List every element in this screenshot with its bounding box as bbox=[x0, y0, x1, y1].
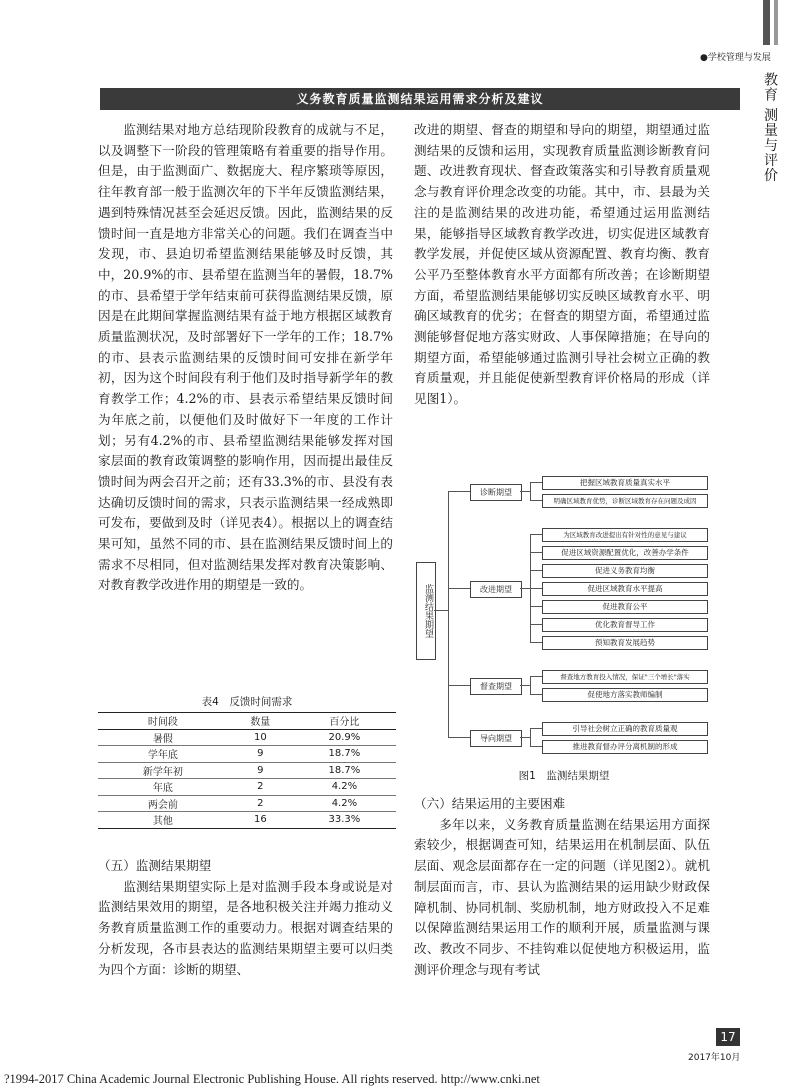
diagram-leaf-box: 促进义务教育均衡 bbox=[542, 564, 708, 578]
table-cell: 9 bbox=[228, 762, 293, 779]
figure-caption: 图1 监测结果期望 bbox=[518, 770, 610, 782]
paragraph: 监测结果期望实际上是对监测手段本身或说是对监测结果效用的期望，是各地积极关注并竭力推动义务教育质量监测工作的重要动力。根据对调查结果的分析发现，各市县表达的监测结果期望主要可以归类为四个方面：诊断的期望、 bbox=[98, 878, 393, 977]
connector-line bbox=[530, 606, 542, 607]
connector-line bbox=[448, 588, 470, 589]
connector-line bbox=[448, 685, 470, 686]
table-row bbox=[98, 812, 396, 829]
table-cell: 9 bbox=[228, 746, 293, 763]
diagram-group-box: 改进期望 bbox=[470, 581, 522, 598]
table-row bbox=[98, 795, 396, 812]
connector-line bbox=[530, 676, 542, 677]
connector-line bbox=[530, 500, 542, 501]
diagram-group-box: 诊断期望 bbox=[470, 484, 522, 501]
connector-line bbox=[520, 737, 530, 738]
table-cell: 两会前 bbox=[98, 795, 228, 812]
table-cell: 年底 bbox=[98, 779, 228, 796]
diagram-leaf-box: 把握区域教育质量真实水平 bbox=[542, 476, 708, 490]
connector-line bbox=[530, 482, 531, 501]
connector-line bbox=[530, 746, 542, 747]
diagram-leaf-box: 促进教育公平 bbox=[542, 600, 708, 614]
diagram-leaf-box: 促进区域教育水平提高 bbox=[542, 582, 708, 596]
table-cell: 2 bbox=[228, 795, 293, 812]
table-cell: 4.2% bbox=[293, 779, 396, 796]
table-cell: 2 bbox=[228, 779, 293, 796]
diagram-leaf-box: 优化教育督导工作 bbox=[542, 618, 708, 632]
paragraph: 改进的期望、督查的期望和导向的期望，期望通过监测结果的反馈和运用，实现教育质量监测诊断教育问题、改进教育现状、督查政策落实和引导教育质量观念与教育评价理念改变的功能。其中，市、县最为关注的是监测结果的改进功能，希望通过运用监测结果，能够指导区域教育教学改进，切实促进区域教育教学发展，并促使区域从资源配置、教育均衡、教育公平乃至整体教育水平方面都有所改善；在诊断期望方面，希望监测结果能够切实反映区域教育水平、明确区域教育的优劣；在督查的期望方面，希望通过监测能够督促地方落实财政、人事保障措施；在导向的期望方面，希望能够通过监测引导社会树立正确的教育质量观，并且能促使新型教育评价格局的形成（详见图1）。 bbox=[414, 122, 710, 407]
table-header-cell: 时间段 bbox=[98, 713, 228, 730]
diagram-group-box: 导向期望 bbox=[470, 730, 522, 747]
connector-line bbox=[530, 552, 542, 553]
connector-line bbox=[520, 588, 530, 589]
connector-line bbox=[530, 570, 542, 571]
right-column-lower bbox=[414, 794, 710, 980]
connector-line bbox=[530, 728, 542, 729]
table-4 bbox=[98, 712, 396, 829]
table-row bbox=[98, 746, 396, 763]
table-cell: 新学年初 bbox=[98, 762, 228, 779]
connector-line bbox=[530, 624, 542, 625]
table-cell: 暑假 bbox=[98, 729, 228, 746]
table-cell: 其他 bbox=[98, 812, 228, 829]
paragraph: 监测结果对地方总结现阶段教育的成就与不足，以及调整下一阶段的管理策略有着重要的指导作用。但是，由于监测面广、数据庞大、程序繁琐等原因，往年教育部一般于监测次年的下半年反馈监测结果，遇到特殊情况甚至会延迟反馈。因此，监测结果的反馈时间一直是地方非常关心的问题。我们在调查当中发现，市、县迫切希望监测结果能够及时反馈，其中，20.9%的市、县希望在监测当年的暑假，18.7%的市、县希望于学年结束前可获得监测结果反馈，原因是在此期间掌握监测结果有益于地方根据区域教育质量监测状况，及时部署好下一学年的工作；18.7%的市、县表示监测结果的反馈时间可安排在新学年初，因为这个时间段有利于他们及时指导新学年的教育教学工作；4.2%的市、县表示希望结果反馈时间为年底之前，以便他们及时做好下一年度的工作计划；另有4.2%的市、县希望监测结果能够发挥对国家层面的教育政策调整的影响作用，因而提出最佳反馈时间为两会召开之前；还有33.3%的市、县没有表达确切反馈时间的需求，只表示监测结果一经成熟即可发布，要做到及时（详见表4）。根据以上的调查结果可知，虽然不同的市、县在监测结果反馈时间上的需求不尽相同，但对监测结果发挥对教育决策影响、对教育教学改进作用的期望是一致的。 bbox=[98, 122, 393, 593]
connector-line bbox=[530, 588, 542, 589]
journal-side-title: 教育 测量与评价 bbox=[762, 72, 778, 183]
diagram-leaf-box: 促使地方落实教师编制 bbox=[542, 688, 708, 702]
paragraph: 多年以来，义务教育质量监测在结果运用方面探索较少，根据调查可知，结果运用在机制层面、队伍层面、观念层面都存在一定的问题（详见图2）。就机制层面而言，市、县认为监测结果的运用缺少财政保障机制、协同机制、奖励机制，地方财政投入不足难以保障监测结果运用工作的顺利开展，质量监测与课改、教改不同步、不挂钩难以促使地方积极运用，监测评价理念与现有考试 bbox=[414, 816, 710, 977]
table-cell: 18.7% bbox=[293, 746, 396, 763]
connector-line bbox=[520, 685, 530, 686]
issue-date: 2017年10月 bbox=[688, 1053, 741, 1063]
table-cell: 18.7% bbox=[293, 762, 396, 779]
connector-line bbox=[530, 694, 542, 695]
connector-line bbox=[448, 737, 470, 738]
table-cell: 10 bbox=[228, 729, 293, 746]
diagram-leaf-box: 为区域教育改进提出有针对性的意见与建议 bbox=[542, 528, 708, 542]
connector-line bbox=[530, 728, 531, 747]
diagram-root: 监测结果期望 bbox=[416, 562, 436, 660]
diagram-leaf-box: 推进教育督办评分离机制的形成 bbox=[542, 740, 708, 754]
side-decoration-bar-thin bbox=[774, 0, 778, 45]
section-tag: ●学校管理与发展 bbox=[700, 53, 771, 63]
table-row bbox=[98, 779, 396, 796]
connector-line bbox=[520, 491, 530, 492]
section-heading: （六）结果运用的主要困难 bbox=[414, 796, 566, 811]
connector-line bbox=[530, 482, 542, 483]
section-heading: （五）监测结果期望 bbox=[98, 858, 212, 873]
table-cell: 20.9% bbox=[293, 729, 396, 746]
connector-line bbox=[530, 642, 542, 643]
diagram-group-box: 督查期望 bbox=[470, 678, 522, 695]
left-column bbox=[98, 120, 393, 596]
running-title: 义务教育质量监测结果运用需求分析及建议 bbox=[100, 88, 740, 110]
side-decoration-bar bbox=[763, 0, 770, 45]
table-cell: 4.2% bbox=[293, 795, 396, 812]
table-cell: 学年底 bbox=[98, 746, 228, 763]
figure-1-diagram bbox=[414, 470, 724, 760]
copyright-footer: ?1994-2017 China Academic Journal Electronic Publishing House. All rights reserved. http://www.cnki.net bbox=[4, 1072, 540, 1086]
connector-line bbox=[448, 491, 470, 492]
connector-line bbox=[530, 676, 531, 695]
table-cell: 33.3% bbox=[293, 812, 396, 829]
table-row bbox=[98, 762, 396, 779]
table-row bbox=[98, 729, 396, 746]
diagram-leaf-box: 引导社会树立正确的教育质量观 bbox=[542, 722, 708, 736]
connector-line bbox=[530, 534, 542, 535]
diagram-leaf-box: 督查地方教育投入情况，保证"三个增长"落实 bbox=[542, 670, 708, 684]
table-header-cell: 百分比 bbox=[293, 713, 396, 730]
left-column-lower bbox=[98, 856, 393, 980]
table-caption: 表4 反馈时间需求 bbox=[201, 696, 293, 708]
connector-line bbox=[448, 491, 449, 738]
diagram-leaf-box: 明确区域教育优势，诊断区域教育存在问题及成因 bbox=[542, 494, 708, 508]
table-header-cell: 数量 bbox=[228, 713, 293, 730]
table-cell: 16 bbox=[228, 812, 293, 829]
diagram-leaf-box: 促进区域资源配置优化，改善办学条件 bbox=[542, 546, 708, 560]
right-column bbox=[414, 120, 710, 410]
page-number: 17 bbox=[716, 1028, 740, 1046]
diagram-leaf-box: 预知教育发展趋势 bbox=[542, 636, 708, 650]
connector-line bbox=[434, 610, 448, 611]
